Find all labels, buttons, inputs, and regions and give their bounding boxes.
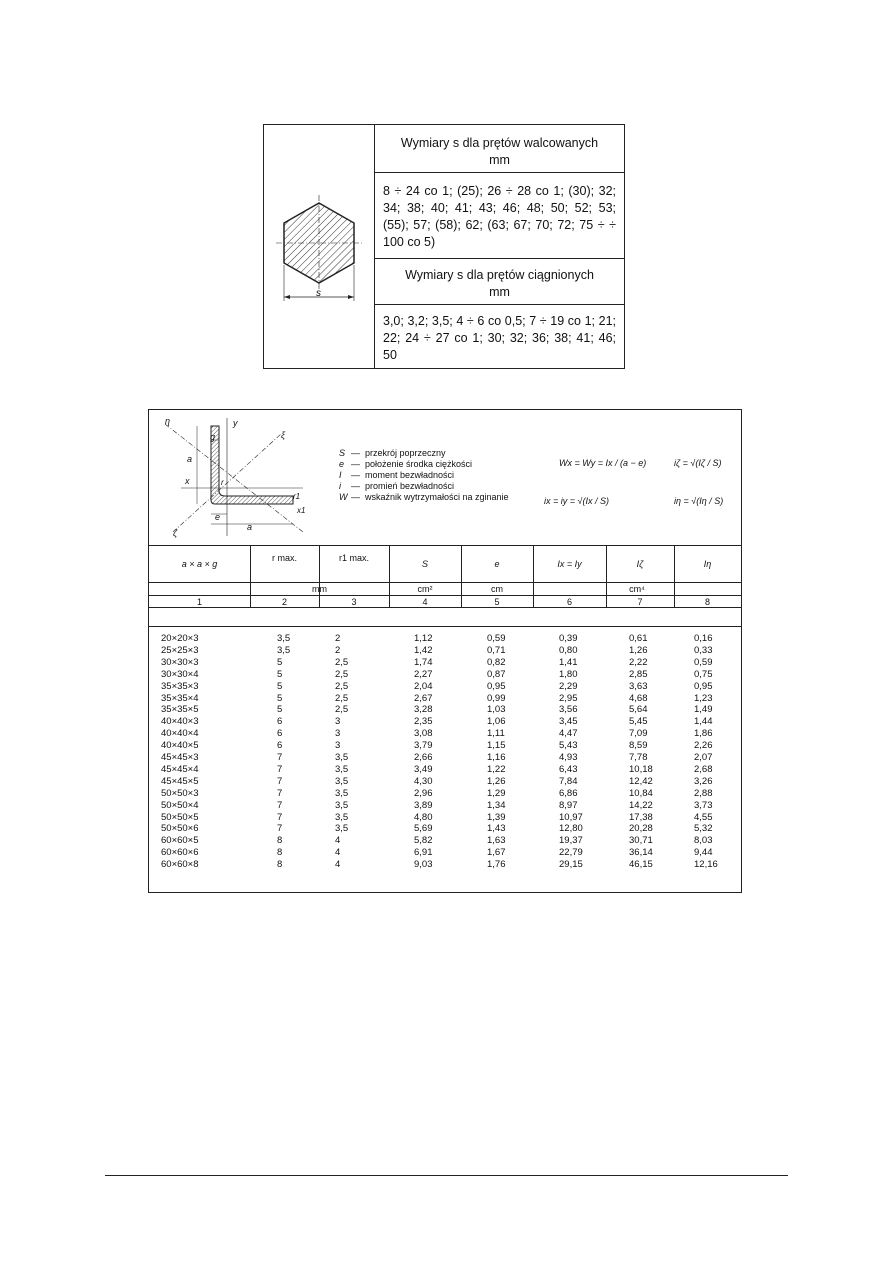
table-cell: 1,26 (487, 775, 506, 787)
col-number: 8 (704, 597, 710, 607)
formula-izeta: iζ = √(Iζ / S) (674, 458, 722, 468)
table-cell: 3,89 (414, 799, 433, 811)
table-row (149, 728, 741, 739)
table-cell: 3,08 (414, 728, 433, 740)
table-cell: 12,42 (629, 775, 653, 787)
table-cell: 1,29 (487, 787, 506, 799)
legend-text: przekrój poprzeczny (365, 448, 446, 458)
table-cell: 2,5 (335, 692, 349, 704)
table-cell: 2,68 (694, 763, 713, 775)
table-cell: 29,15 (559, 859, 583, 871)
header-Ieta: Iη (703, 559, 712, 569)
table-cell: 1,26 (629, 644, 648, 656)
col-number: 4 (422, 597, 428, 607)
table-cell: 4 (335, 835, 341, 847)
table-cell: 22,79 (559, 847, 583, 859)
table-cell: 20×20×3 (161, 633, 199, 644)
rolled-header-text: Wymiary s dla prętów walcowanych (400, 136, 599, 150)
table-cell: 5,82 (414, 835, 433, 847)
table-cell: 3,73 (694, 799, 713, 811)
table-cell: 4,30 (414, 775, 433, 787)
table-cell: 1,03 (487, 704, 506, 716)
legend-item: e — położenie środka ciężkości (339, 459, 473, 469)
table-row (149, 633, 741, 644)
table-cell: 1,63 (487, 835, 506, 847)
table-cell: 30×30×4 (161, 668, 199, 680)
table-cell: 36,14 (629, 847, 653, 859)
table-row (149, 645, 741, 656)
table-cell: 4 (335, 847, 341, 859)
legend-text: wskaźnik wytrzymałości na zginanie (365, 492, 509, 502)
table-cell: 3 (335, 716, 341, 728)
table-cell: 40×40×5 (161, 740, 199, 752)
table-cell: 8 (277, 859, 283, 871)
table-cell: 5,32 (694, 823, 713, 835)
table-cell: 5 (277, 704, 283, 716)
table-cell: 60×60×6 (161, 847, 199, 859)
table-row (149, 669, 741, 680)
legend-symbol: S (339, 448, 346, 458)
rolled-bars-header (375, 125, 624, 173)
table-cell: 46,15 (629, 859, 653, 871)
table-cell: 1,44 (694, 716, 713, 728)
table-cell: 20,28 (629, 823, 653, 835)
table-cell: 1,12 (414, 633, 433, 644)
table-cell: 4,93 (559, 752, 578, 763)
table-cell: 4,80 (414, 811, 433, 823)
table-cell: 3,5 (277, 644, 291, 656)
table-cell: 5,69 (414, 823, 433, 835)
table-row (149, 788, 741, 799)
table-cell: 1,22 (487, 763, 506, 775)
table-cell: 1,76 (487, 859, 506, 871)
legend-symbol: W (339, 492, 348, 502)
table-cell: 3,56 (559, 704, 578, 716)
table-cell: 0,16 (694, 633, 713, 644)
table-cell: 4,55 (694, 811, 713, 823)
legend-item: I — moment bezwładności (339, 470, 455, 480)
table-cell: 0,71 (487, 644, 506, 656)
table-cell: 17,38 (629, 811, 653, 823)
table-cell: 14,22 (629, 799, 653, 811)
table-cell: 4,68 (629, 692, 648, 704)
table-cell: 0,59 (487, 633, 506, 644)
table-cell: 0,59 (694, 656, 713, 668)
diagram-label-g: g (210, 432, 216, 442)
header-Izeta: Iζ (636, 559, 644, 569)
table-cell: 40×40×3 (161, 716, 199, 728)
table-cell: 6 (277, 728, 283, 740)
table-cell: 1,86 (694, 728, 713, 740)
table-cell: 1,67 (487, 847, 506, 859)
table-row (149, 716, 741, 727)
table-row (149, 835, 741, 846)
table-cell: 0,95 (694, 680, 713, 692)
table-cell: 7 (277, 763, 283, 775)
table-cell: 3,5 (335, 811, 349, 823)
table-cell: 12,80 (559, 823, 583, 835)
table-cell: 6 (277, 740, 283, 752)
table-cell: 3,49 (414, 763, 433, 775)
diagram-label-xi: ξ (281, 430, 286, 440)
diagram-label-a-horizontal: a (247, 522, 253, 532)
table-cell: 3 (335, 728, 341, 740)
table-cell: 2,96 (414, 787, 433, 799)
table-cell: 7,84 (559, 775, 578, 787)
table-cell: 5,64 (629, 704, 648, 716)
table-row (149, 693, 741, 704)
angle-profile-table (148, 409, 742, 893)
table-cell: 45×45×4 (161, 763, 199, 775)
table-cell: 0,82 (487, 656, 506, 668)
col-number: 1 (196, 597, 202, 607)
table-cell: 1,42 (414, 644, 433, 656)
table-cell: 7,78 (629, 752, 648, 763)
table-cell: 1,39 (487, 811, 506, 823)
table-cell: 7 (277, 823, 283, 835)
legend-text: położenie środka ciężkości (365, 459, 473, 469)
table-cell: 5 (277, 668, 283, 680)
table-cell: 7 (277, 811, 283, 823)
table-cell: 7 (277, 799, 283, 811)
header-S: S (421, 559, 428, 569)
table-cell: 2,88 (694, 787, 713, 799)
table-cell: 3 (335, 740, 341, 752)
diagram-label-r1: r1 (293, 492, 301, 501)
table-cell: 2,5 (335, 704, 349, 716)
table-row (149, 823, 741, 834)
table-cell: 0,33 (694, 644, 713, 656)
table-cell: 5 (277, 680, 283, 692)
table-row (149, 776, 741, 787)
unit-mm: mm (312, 584, 327, 594)
table-cell: 35×35×3 (161, 680, 199, 692)
table-cell: 10,84 (629, 787, 653, 799)
table-cell: 10,97 (559, 811, 583, 823)
header-Ix: Ix = Iy (557, 559, 582, 569)
table-cell: 2,22 (629, 656, 648, 668)
table-cell: 2,26 (694, 740, 713, 752)
table-cell: 3,5 (335, 752, 349, 763)
table-cell: 40×40×4 (161, 728, 199, 740)
table-cell: 1,06 (487, 716, 506, 728)
rolled-bars-values: 8 ÷ 24 co 1; (25); 26 ÷ 28 co 1; (30); 32; 34; 38; 40; 41; 43; 46; 48; 50; 52; 53; (55); 57; (58); 62; (63; 67; 70; 72; 75 ÷ ÷ 100 co 5) (375, 173, 624, 259)
table-cell: 2,35 (414, 716, 433, 728)
table-cell: 3,26 (694, 775, 713, 787)
drawn-header-text: Wymiary s dla prętów ciągnionych (405, 268, 594, 282)
col-number: 3 (351, 597, 357, 607)
hex-bar-table (263, 124, 625, 369)
table-cell: 30×30×3 (161, 656, 199, 668)
table-cell: 7 (277, 752, 283, 763)
table-cell: 0,75 (694, 668, 713, 680)
table-cell: 1,23 (694, 692, 713, 704)
legend-text: promień bezwładności (365, 481, 455, 491)
table-cell: 3,5 (335, 787, 349, 799)
header-e: e (494, 559, 500, 569)
col-number: 7 (637, 597, 643, 607)
diagram-label-zeta: ζ (173, 528, 178, 538)
table-cell: 9,44 (694, 847, 713, 859)
unit-cm2: cm² (417, 584, 433, 594)
table-cell: 0,61 (629, 633, 648, 644)
table-row (149, 847, 741, 858)
table-cell: 1,74 (414, 656, 433, 668)
drawn-unit: mm (489, 285, 510, 299)
table-cell: 1,15 (487, 740, 506, 752)
table-cell: 6,43 (559, 763, 578, 775)
table-cell: 1,11 (487, 728, 505, 740)
diagram-label-e: e (215, 512, 221, 522)
table-cell: 12,16 (694, 859, 718, 871)
table-cell: 8 (277, 835, 283, 847)
legend-item: i — promień bezwładności (339, 481, 455, 491)
diagram-label-r: r (221, 478, 224, 487)
legend-text: moment bezwładności (365, 470, 455, 480)
table-cell: 3,63 (629, 680, 648, 692)
unit-cm4: cm⁴ (629, 584, 645, 594)
table-row (149, 800, 741, 811)
table-cell: 4,47 (559, 728, 578, 740)
table-cell: 60×60×5 (161, 835, 199, 847)
table-cell: 2,5 (335, 680, 349, 692)
angle-section-diagram (153, 414, 313, 542)
table-cell: 1,43 (487, 823, 506, 835)
hexagon-diagram (264, 125, 374, 368)
table-row (149, 812, 741, 823)
table-cell: 0,39 (559, 633, 578, 644)
table-cell: 30,71 (629, 835, 653, 847)
table-row (149, 704, 741, 715)
table-cell: 35×35×5 (161, 704, 199, 716)
table-cell: 4 (335, 859, 341, 871)
table-cell: 3,79 (414, 740, 433, 752)
table-row (149, 681, 741, 692)
table-cell: 2 (335, 633, 341, 644)
table-cell: 5,43 (559, 740, 578, 752)
table-cell: 2,67 (414, 692, 433, 704)
rolled-unit: mm (489, 153, 510, 167)
table-cell: 3,5 (335, 775, 349, 787)
table-cell: 25×25×3 (161, 644, 199, 656)
table-cell: 5 (277, 656, 283, 668)
table-cell: 1,41 (559, 656, 578, 668)
table-cell: 8,59 (629, 740, 648, 752)
legend-item: S — przekrój poprzeczny (339, 448, 446, 458)
table-cell: 0,80 (559, 644, 578, 656)
table-cell: 7 (277, 787, 283, 799)
drawn-bars-header (375, 259, 624, 305)
table-cell: 0,87 (487, 668, 506, 680)
legend-item: W — wskaźnik wytrzymałości na zginanie (339, 492, 509, 502)
table-cell: 7,09 (629, 728, 648, 740)
table-cell: 50×50×6 (161, 823, 199, 835)
table-cell: 50×50×3 (161, 787, 199, 799)
drawn-bars-values: 3,0; 3,2; 3,5; 4 ÷ 6 co 0,5; 7 ÷ 19 co 1; 21; 22; 24 ÷ 27 co 1; 30; 32; 36; 38; 41; 46; 50 (383, 314, 616, 362)
diagram-label-x: x (185, 476, 190, 486)
table-cell: 50×50×5 (161, 811, 199, 823)
table-cell: 6,86 (559, 787, 578, 799)
formula-ieta: iη = √(Iη / S) (674, 496, 724, 506)
table-cell: 1,80 (559, 668, 578, 680)
table-cell: 2,27 (414, 668, 433, 680)
table-row (149, 740, 741, 751)
diagram-label-a-vertical: a (187, 454, 193, 464)
header-r: r max. (271, 553, 297, 563)
table-cell: 2,04 (414, 680, 433, 692)
table-cell: 8,03 (694, 835, 713, 847)
table-cell: 1,34 (487, 799, 506, 811)
table-cell: 0,99 (487, 692, 506, 704)
header-dimensions: a × a × g (181, 559, 218, 569)
table-cell: 2,85 (629, 668, 648, 680)
table-cell: 19,37 (559, 835, 583, 847)
table-cell: 6 (277, 716, 283, 728)
legend-symbol: e (339, 459, 345, 469)
legend-symbol: I (339, 470, 342, 480)
diagram-label-eta: η (165, 416, 170, 426)
table-row (149, 764, 741, 775)
table-cell: 2,66 (414, 752, 433, 763)
table-cell: 50×50×4 (161, 799, 199, 811)
table-cell: 3,45 (559, 716, 578, 728)
table-cell: 7 (277, 775, 283, 787)
legend-section (149, 410, 741, 546)
legend-symbol: i (339, 481, 341, 491)
formula-wx: Wx = Wy = Ix / (a − e) (559, 458, 647, 468)
table-cell: 2,95 (559, 692, 578, 704)
table-cell: 2,5 (335, 656, 349, 668)
table-cell: 2 (335, 644, 341, 656)
table-cell: 2,5 (335, 668, 349, 680)
table-row (149, 752, 741, 763)
table-cell: 8,97 (559, 799, 578, 811)
table-cell: 60×60×8 (161, 859, 199, 871)
col-number: 5 (494, 597, 500, 607)
table-cell: 0,95 (487, 680, 506, 692)
table-cell: 9,03 (414, 859, 433, 871)
footer-rule (105, 1175, 788, 1176)
table-cell: 5,45 (629, 716, 648, 728)
table-cell: 3,5 (335, 763, 349, 775)
table-cell: 8 (277, 847, 283, 859)
table-cell: 6,91 (414, 847, 433, 859)
table-cell: 10,18 (629, 763, 653, 775)
formula-ix: ix = iy = √(Ix / S) (544, 496, 609, 506)
table-cell: 3,28 (414, 704, 433, 716)
table-cell: 45×45×3 (161, 752, 199, 763)
dimension-s-label: s (316, 288, 321, 299)
diagram-label-y: y (233, 418, 238, 428)
table-row (149, 859, 741, 870)
col-number: 6 (566, 597, 572, 607)
table-cell: 1,49 (694, 704, 713, 716)
diagram-label-x1: x1 (297, 506, 306, 515)
unit-cm: cm (491, 584, 503, 594)
table-cell: 3,5 (335, 823, 349, 835)
table-cell: 45×45×5 (161, 775, 199, 787)
col-number: 2 (281, 597, 287, 607)
table-cell: 2,29 (559, 680, 578, 692)
table-cell: 3,5 (277, 633, 291, 644)
table-row (149, 657, 741, 668)
hexagon-diagram-cell (264, 125, 375, 368)
table-cell: 35×35×4 (161, 692, 199, 704)
table-cell: 1,16 (487, 752, 506, 763)
table-cell: 2,07 (694, 752, 713, 763)
table-cell: 5 (277, 692, 283, 704)
header-r1: r1 max. (338, 553, 369, 563)
table-cell: 3,5 (335, 799, 349, 811)
